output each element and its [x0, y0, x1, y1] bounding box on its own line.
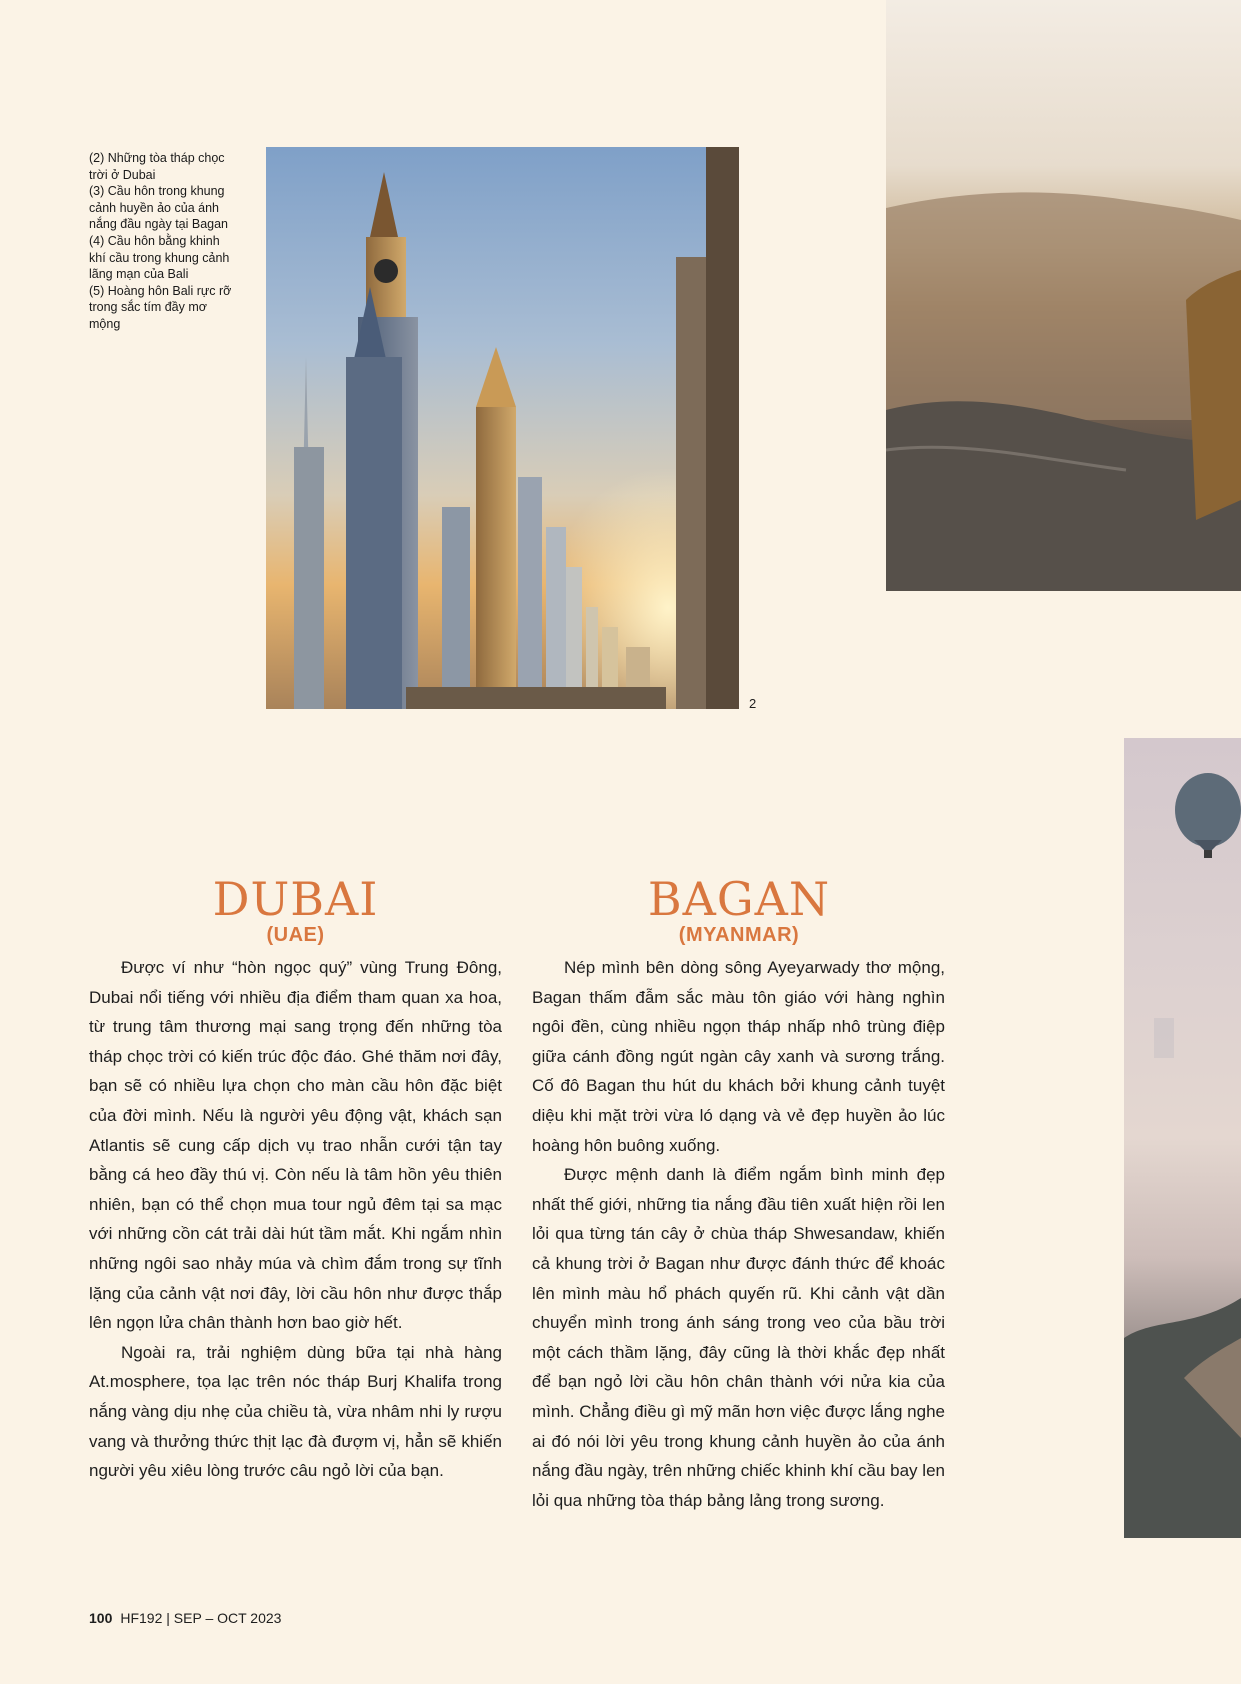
dubai-heading: DUBAI	[212, 872, 379, 926]
dubai-towers-illustration	[266, 147, 739, 709]
caption-3: (3) Cầu hôn trong khung cảnh huyền ảo của ánh nắng đầu ngày tại Bagan	[89, 184, 229, 232]
dubai-paragraph-1: Được ví như “hòn ngọc quý” vùng Trung Đông, Dubai nổi tiếng với nhiều địa điểm tham quan xa hoa, từ trung tâm thương mại sang trọng đến những tòa tháp chọc trời có kiến trúc độc đáo. Ghé thăm nơi đây, bạn sẽ có nhiều lựa chọn cho màn cầu hôn đặc biệt của đời mình. Nếu là người yêu động vật, khách sạn Atlantis sẽ cung cấp dịch vụ trao nhẫn cưới tận tay bằng cá heo đầy thú vị. Còn nếu là tâm hồn yêu thiên nhiên, bạn có thể chọn mua tour ngủ đêm tại sa mạc với những cồn cát trải dài hút tầm mắt. Khi ngắm nhìn những ngôi sao nhảy múa và chìm đắm trong sự tĩnh lặng của cảnh vật nơi đây, lời cầu hôn như được thắp lên ngọn lửa chân thành hơn bao giờ hết.	[89, 958, 502, 1333]
dubai-paragraph-2: Ngoài ra, trải nghiệm dùng bữa tại nhà hàng At.mosphere, tọa lạc trên nóc tháp Burj Khalifa trong nắng vàng dịu nhẹ của chiều tà, vừa nhâm nhi ly rượu vang và thưởng thức thịt lạc đà đượm vị, hẳn sẽ khiến người yêu xiêu lòng trước câu ngỏ lời của bạn.	[89, 1342, 502, 1481]
bagan-country: (MYANMAR)	[678, 924, 800, 946]
bagan-heading: BAGAN	[647, 872, 831, 926]
bagan-sunrise-photo	[886, 0, 1241, 591]
bagan-paragraph-1: Nép mình bên dòng sông Ayeyarwady thơ mộng, Bagan thấm đẫm sắc màu tôn giáo với hàng nghìn ngôi đền, cùng nhiều ngọn tháp nhấp nhô trùng điệp giữa cánh đồng ngút ngàn cây xanh và sương trắng. Cố đô Bagan thu hút du khách bởi khung cảnh tuyệt diệu khi mặt trời vừa ló dạng và vẻ đẹp huyền ảo lúc hoàng hôn buông xuống.	[532, 958, 945, 1155]
dubai-article-column	[89, 953, 502, 1486]
bagan-paragraph-2: Được mệnh danh là điểm ngắm bình minh đẹp nhất thế giới, những tia nắng đầu tiên xuất hiện rồi len lỏi qua từng tán cây ở chùa tháp Shwesandaw, khiến cả khung trời ở Bagan như được đánh thức để khoác lên mình màu hổ phách quyến rũ. Khi cảnh vật dần chuyển mình trong ánh sáng trong veo của bầu trời một cách thầm lặng, đây cũng là thời khắc đẹp nhất để bạn ngỏ lời cầu hôn chân thành với nửa kia của mình. Chẳng điều gì mỹ mãn hơn việc được lắng nghe ai đó nói lời yêu trong khung cảnh huyền ảo của ánh nắng đầu ngày, trên những chiếc khinh khí cầu bay len lỏi qua những tòa tháp bảng lảng trong sương.	[532, 1165, 945, 1510]
photo-number: 2	[749, 696, 757, 711]
caption-2: (2) Những tòa tháp chọc trời ở Dubai	[89, 151, 225, 182]
sunrise-rock-illustration	[886, 0, 1241, 591]
balloon-illustration	[1124, 738, 1241, 1538]
photo-captions	[89, 150, 239, 333]
page-number: 100	[89, 1610, 113, 1626]
page-footer	[89, 1610, 281, 1626]
bagan-article-column	[532, 953, 945, 1515]
dubai-country: (UAE)	[266, 924, 325, 946]
dubai-skyline-photo	[266, 147, 739, 709]
bagan-balloons-photo	[1124, 738, 1241, 1538]
caption-5: (5) Hoàng hôn Bali rực rỡ trong sắc tím đầy mơ mộng	[89, 283, 232, 331]
issue-info: HF192 | SEP – OCT 2023	[120, 1610, 282, 1626]
caption-4: (4) Cầu hôn bằng khinh khí cầu trong khung cảnh lãng mạn của Bali	[89, 233, 230, 282]
